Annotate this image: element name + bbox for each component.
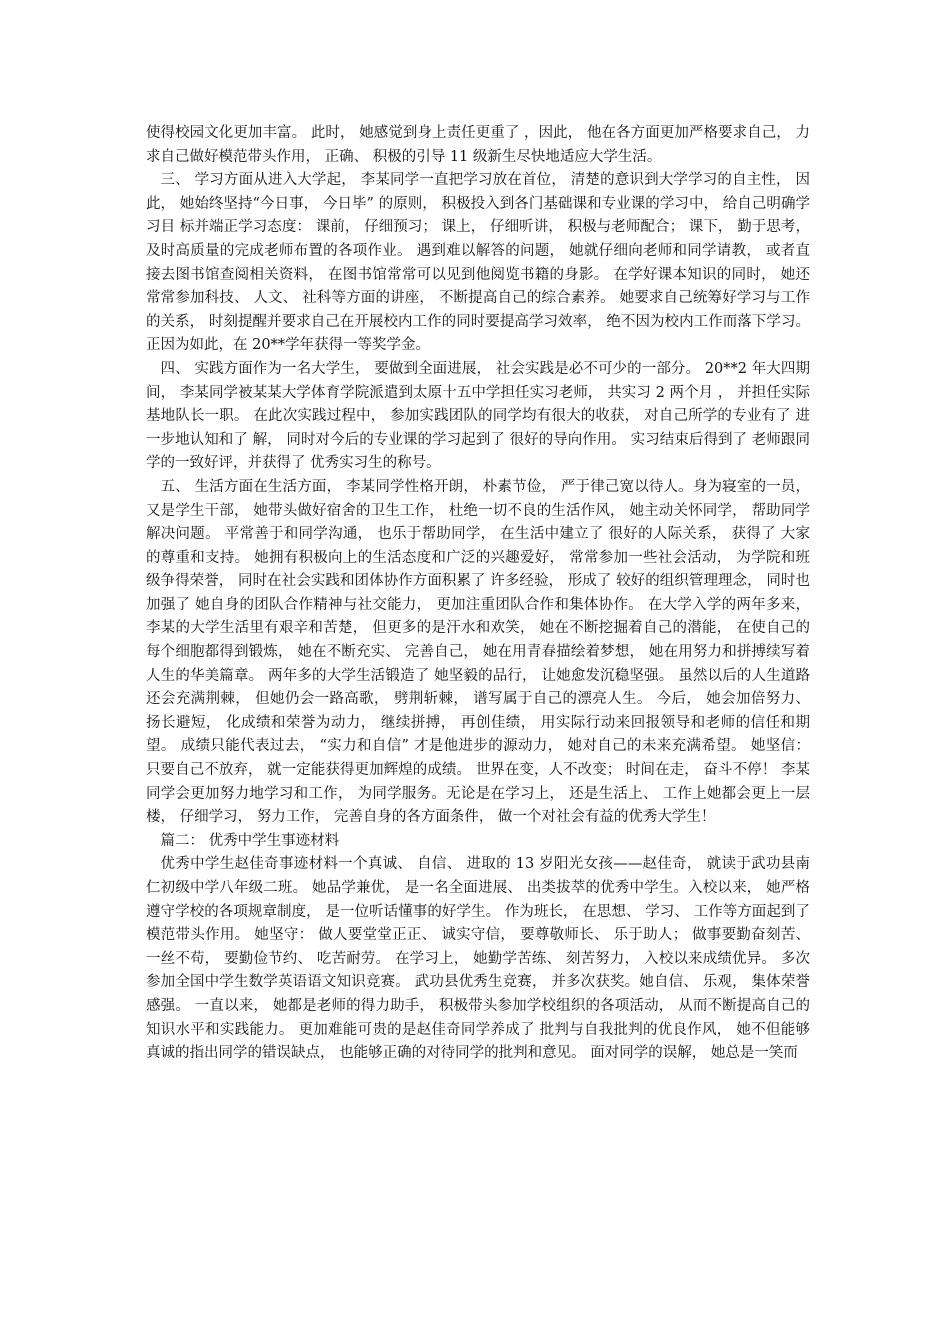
- paragraph-school-culture: 使得校园文化更加丰富。 此时， 她感觉到身上责任更重了 ，因此， 他在各方面更加严格要求自己， 力求自己做好模范带头作用， 正确、 积极的引导 11 级新生尽快地适应大学生活。: [146, 125, 810, 165]
- document-page: [146, 122, 810, 1066]
- paragraph-middle-school-student: 优秀中学生赵佳奇事迹材料一个真诚、 自信、 进取的 13 岁阳光女孩——赵佳奇， 就读于武功县南仁初级中学八年级二班。 她品学兼优， 是一名全面进展、 出类拔萃的优秀中学生。入校以来， 她严格遵守学校的各项规章制度， 是一位听话懂事的好学生。 作为班长， 在思想、 学习、 工作等方面起到了 模范带头作用。 她坚守： 做人要堂堂正正、 诚实守信， 要尊敬师长、 乐于助人； 做事要勤奋刻苦、 一丝不苟， 要勤俭节约、 吃苦耐劳。 在学习上， 她勤学苦练、 刻苦努力， 入校以来成绩优异。 多次参加全国中学生数学英语语文知识竞赛。 武功县优秀生竞赛， 并多次获奖。她自信、 乐观， 集体荣誉感强。 一直以来， 她都是老师的得力助手， 积极带头参加学校组织的各项活动， 从而不断提高自己的知识水平和实践能力。 更加难能可贵的是赵佳奇同学养成了 批判与自我批判的优良作风， 她不但能够真诚的指出同学的错误缺点， 也能够正确的对待同学的批判和意见。 面对同学的误解， 她总是一笑而: [146, 856, 810, 1062]
- paragraph-practice: 四、 实践方面作为一名大学生， 要做到全面进展， 社会实践是必不可少的一部分。 20**2 年大四期间， 李某同学被某某大学体育学院派遣到太原十五中学担任实习老师， 共实习 2 两个月 ， 并担任实际基地队长一职。 在此次实践过程中， 参加实践团队的同学均有很大的收获， 对自己所学的专业有了 进一步地认知和了 解， 同时对今后的专业课的学习起到了 很好的导向作用。 实习结束后得到了 老师跟同学的一致好评，并获得了 优秀实习生的称号。: [146, 360, 810, 472]
- paragraph-life: 五、 生活方面在生活方面， 李某同学性格开朗， 朴素节俭， 严于律己宽以待人。身为寝室的一员， 又是学生干部， 她带头做好宿舍的卫生工作， 杜绝一切不良的生活作风， 她主动关怀同学， 帮助同学解决问题。 平常善于和同学沟通， 也乐于帮助同学， 在生活中建立了 很好的人际关系， 获得了 大家的尊重和支持。 她拥有积极向上的生活态度和广泛的兴趣爱好， 常常参加一些社会活动， 为学院和班级争得荣誉， 同时在社会实践和团体协作方面积累了 许多经验， 形成了 较好的组织管理理念， 同时也加强了 她自身的团队合作精神与社交能力， 更加注重团队合作和集体协作。 在大学入学的两年多来， 李某的大学生活里有艰辛和苦楚， 但更多的是汗水和欢笑， 她在不断挖掘着自己的潜能， 在使自己的每个细胞都得到锻炼， 她在不断充实、 完善自己， 她在用青春描绘着梦想， 她在用努力和拼搏续写着人生的华美篇章。 两年多的大学生活锻造了 她坚毅的品行， 让她愈发沉稳坚强。 虽然以后的人生道路还会充满荆棘， 但她仍会一路高歌， 劈荆斩棘， 谱写属于自己的漂亮人生。 今后， 她会加倍努力、 扬长避短， 化成绩和荣誉为动力， 继续拼搏， 再创佳绩， 用实际行动来回报领导和老师的信任和期望。 成绩只能代表过去， “实力和自信” 才是他进步的源动力， 她对自己的未来充满希望。 她坚信： 只要自己不放弃， 就一定能获得更加辉煌的成绩。 世界在变，人不改变； 时间在走， 奋斗不停！ 李某同学会更加努力地学习和工作， 为同学服务。无论是在学习上， 还是生活上、 工作上她都会更上一层楼， 仔细学习， 努力工作， 完善自身的各方面条件， 做一个对社会有益的优秀大学生！: [146, 478, 810, 826]
- paragraph-study: 三、 学习方面从进入大学起， 李某同学一直把学习放在首位， 清楚的意识到大学学习的自主性， 因此， 她始终坚持“今日事， 今日毕” 的原则， 积极投入到各门基础课和专业课的学习中， 给自己明确学习目 标并端正学习态度： 课前， 仔细预习； 课上， 仔细听讲， 积极与老师配合； 课下， 勤于思考， 及时高质量的完成老师布置的各项作业。 遇到难以解答的问题， 她就仔细向老师和同学请教， 或者直接去图书馆查阅相关资料， 在图书馆常常可以见到他阅览书籍的身影。 在学好课本知识的同时， 她还常常参加科技、 人文、 社科等方面的讲座， 不断提高自己的综合素养。 她要求自己统筹好学习与工作的关系， 时刻提醒并要求自己在开展校内工作的同时要提高学习效率， 绝不因为校内工作而落下学习。 正因为如此，在 20**学年获得一等奖学金。: [146, 172, 810, 354]
- section-heading: 篇二： 优秀中学生事迹材料: [160, 832, 340, 849]
